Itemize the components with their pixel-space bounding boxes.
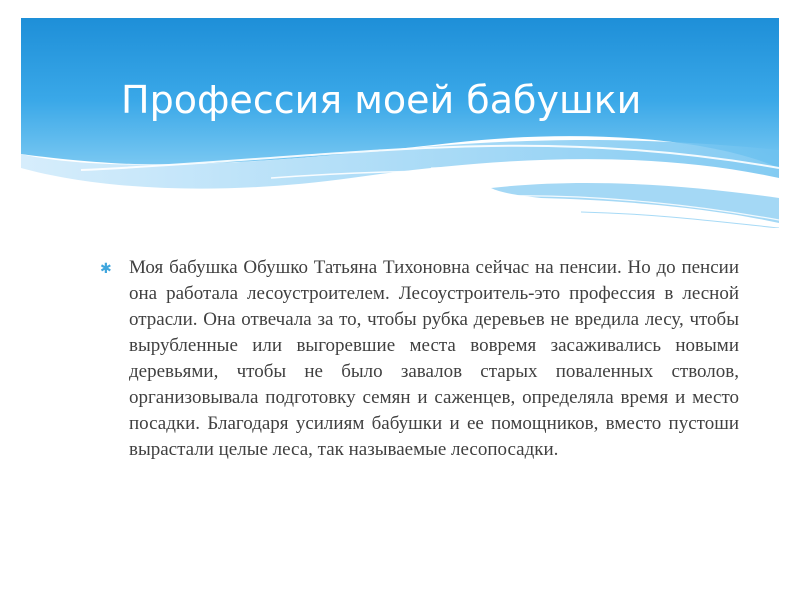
body-text-block [100, 255, 740, 463]
body-paragraph: Моя бабушка Обушко Татьяна Тихоновна сейчас на пенсии. Но до пенсии она работала лесоустроителем. Лесоустроитель-это профессия в лесной отрасли. Она отвечала за то, чтобы рубка деревьев не вредила лесу, чтобы вырубленные или выгоревшие места вовремя засаживались новыми деревьями, чтобы не было завалов старых поваленных стволов, организовывала подготовку семян и саженцев, определяла время и место посадки. Благодаря усилиям бабушки и ее помощников, вместо пустоши вырастали целые леса, так называемые лесопосадки. [129, 257, 739, 460]
wave-banner [21, 18, 779, 228]
slide-frame [21, 18, 779, 588]
slide-title: Профессия моей бабушки [121, 78, 642, 122]
asterisk-bullet-icon: ✱ [100, 261, 112, 277]
